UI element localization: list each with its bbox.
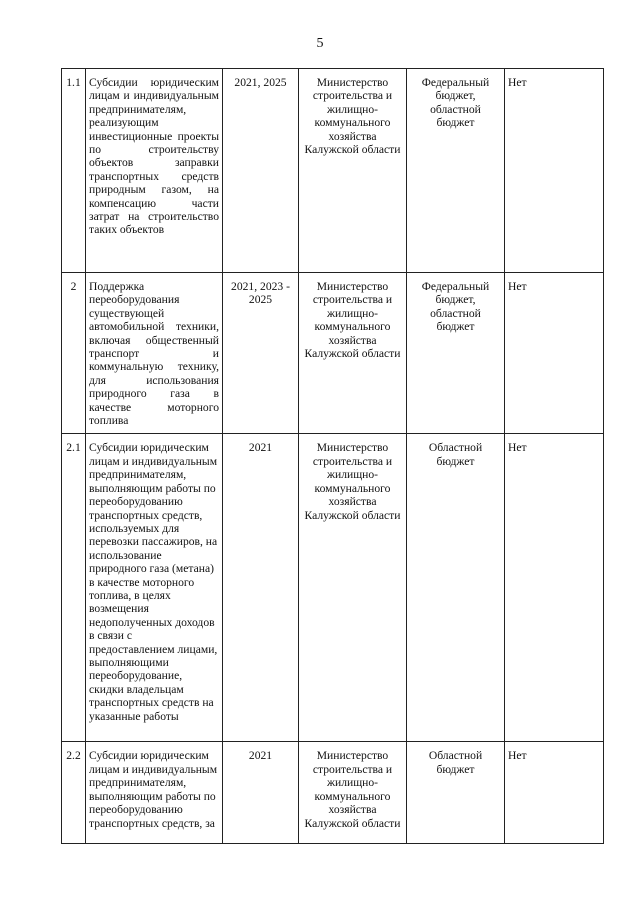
table-row: [62, 273, 604, 434]
executor: Министерство строительства и жилищно-коммунального хозяйства Калужской области: [299, 69, 407, 273]
executor: Министерство строительства и жилищно-коммунального хозяйства Калужской области: [299, 273, 407, 434]
measure-name-text: Субсидии юридическим лицам и индивидуальным предпринимателям, выполняющим работы по переоборудованию транспортных средств, за: [89, 749, 218, 830]
executor: Министерство строительства и жилищно-коммунального хозяйства Калужской области: [299, 434, 407, 742]
executor: Министерство строительства и жилищно-коммунального хозяйства Калужской области: [299, 742, 407, 844]
row-number: 1.1: [62, 69, 86, 273]
measure-name: Поддержка переоборудования существующей автомобильной техники, включая общественный транспорт и коммунальную технику, для использования природного газа в качестве моторного топлива: [86, 273, 223, 434]
period-years: 2021, 2025: [223, 69, 299, 273]
funding-source: Федеральный бюджет, областной бюджет: [407, 69, 505, 273]
row-number: 2.1: [62, 434, 86, 742]
period-years: 2021, 2023 - 2025: [223, 273, 299, 434]
page-number: 5: [316, 36, 324, 51]
period-years: 2021: [223, 742, 299, 844]
funding-source: Областной бюджет: [407, 434, 505, 742]
flag-value: Нет: [505, 742, 604, 844]
table-row: [62, 69, 604, 273]
row-number: 2.2: [62, 742, 86, 844]
measures-table: [61, 68, 604, 844]
flag-value: Нет: [505, 69, 604, 273]
table-row: [62, 434, 604, 742]
funding-source: Областной бюджет: [407, 742, 505, 844]
flag-value: Нет: [505, 434, 604, 742]
measure-name: Субсидии юридическим лицам и индивидуальным предпринимателям, реализующим инвестиционные проекты по строительству объектов заправки транспортных средств природным газом, на компенсацию части затрат на строительство таких объектов: [86, 69, 223, 273]
table-row: [62, 742, 604, 844]
flag-value: Нет: [505, 273, 604, 434]
measure-name: [86, 742, 223, 844]
measure-name: Субсидии юридическим лицам и индивидуальным предпринимателям, выполняющим работы по переоборудованию транспортных средств, используемых для перевозки пассажиров, на использование природного газа (метана) в качестве моторного топлива, в целях возмещения недополученных доходов в связи с предоставлением лицами, выполняющими переоборудование, скидки владельцам транспортных средств на указанные работы: [86, 434, 223, 742]
funding-source: Федеральный бюджет, областной бюджет: [407, 273, 505, 434]
row-number: 2: [62, 273, 86, 434]
period-years: 2021: [223, 434, 299, 742]
